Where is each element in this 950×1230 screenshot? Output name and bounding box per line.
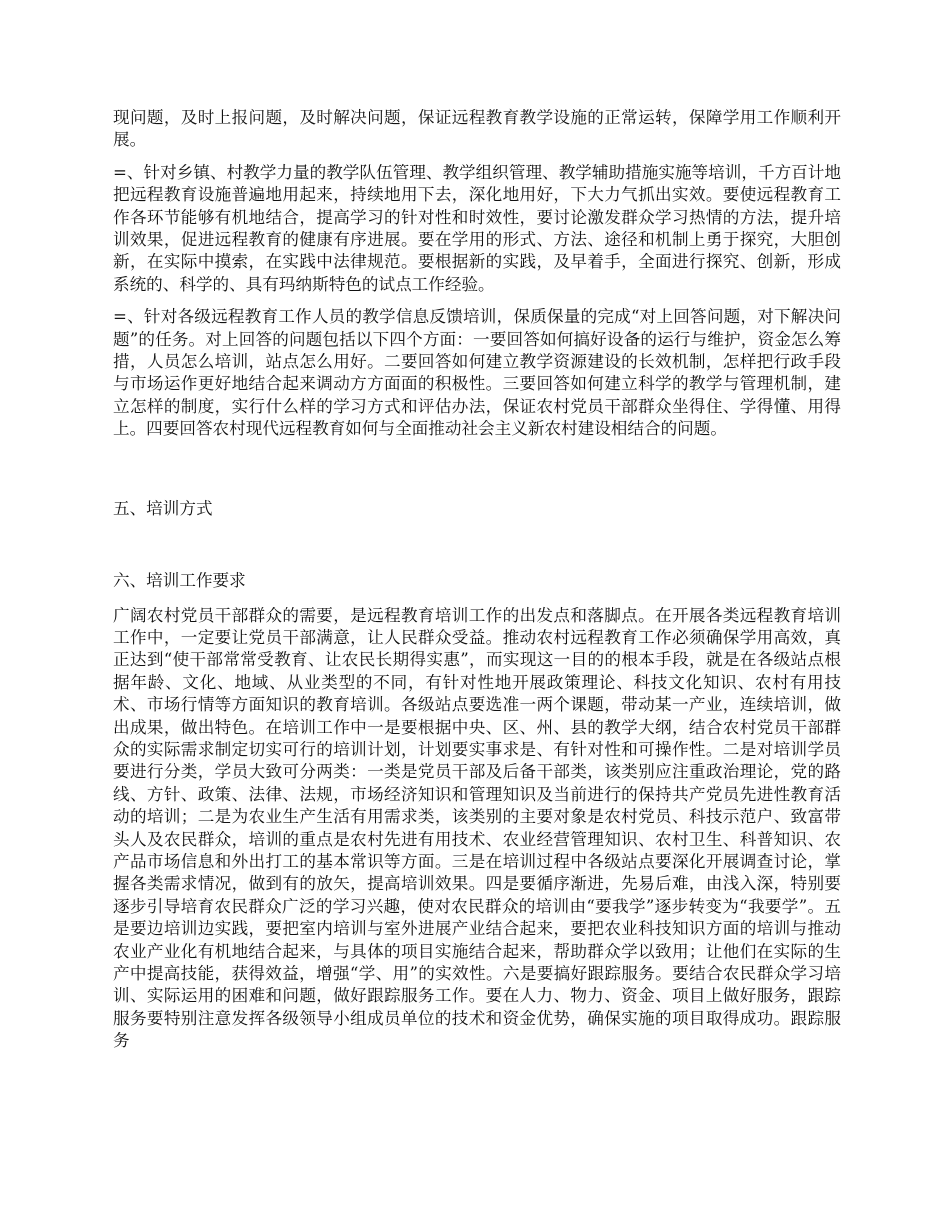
document-body — [113, 107, 841, 1063]
section-heading-training-methods: 五、培训方式 — [113, 498, 213, 518]
section-heading-training-requirements: 六、培训工作要求 — [113, 571, 246, 591]
paragraph-requirements-body: 广阔农村党员干部群众的需要，是远程教育培训工作的出发点和落脚点。在开展各类远程教育培训工作中，一定要让党员干部满意，让人民群众受益。推动农村远程教育工作必须确保学用高效，真正达到“使干部常常受教育、让农民长期得实惠”，而实现这一目的的根本手段，就是在各级站点根据年龄、文化、地域、从业类型的不同，有针对性地开展政策理论、科技文化知识、农村有用技术、市场行情等方面知识的教育培训。各级站点要选准一两个课题，带动某一产业，连续培训，做出成果，做出特色。在培训工作中一是要根据中央、区、州、县的教学大纲，结合农村党员干部群众的实际需求制定切实可行的培训计划，计划要实事求是、有针对性和可操作性。二是对培训学员要进行分类，学员大致可分两类：一类是党员干部及后备干部类，该类别应注重政治理论，党的路线、方针、政策、法律、法规，市场经济知识和管理知识及当前进行的保持共产党员先进性教育活动的培训；二是为农业生产生活有用需求类，该类别的主要对象是农村党员、科技示范户、致富带头人及农民群众，培训的重点是农村先进有用技术、农业经营管理知识、农村卫生、科普知识、农产品市场信息和外出打工的基本常识等方面。三是在培训过程中各级站点要深化开展调查讨论，掌握各类需求情况，做到有的放矢，提高培训效果。四是要循序渐进，先易后难，由浅入深，特别要逐步引导培育农民群众广泛的学习兴趣，使对农民群众的培训由“要我学”逐步转变为“我要学”。五是要边培训边实践，要把室内培训与室外进展产业结合起来，要把农业科技知识方面的培训与推动农业产业化有机地结合起来，与具体的项目实施结合起来，帮助群众学以致用；让他们在实际的生产中提高技能，获得效益，增强“学、用”的实效性。六是要搞好跟踪服务。要结合农民群众学习培训、实际运用的困难和问题，做好跟踪服务工作。要在人力、物力、资金、项目上做好服务，跟踪服务要特别注意发挥各级领导小组成员单位的技术和资金优势，确保实施的项目取得成功。跟踪服务 — [113, 605, 841, 1051]
paragraph-item-3: =、针对各级远程教育工作人员的教学信息反馈培训，保质保量的完成“对上回答问题，对下解决问题”的任务。对上回答的问题包括以下四个方面：一要回答如何搞好设备的运行与维护，资金怎么筹措，人员怎么培训，站点怎么用好。二要回答如何建立教学资源建设的长效机制，怎样把行政手段与市场运作更好地结合起来调动方方面面的积极性。三要回答如何建立科学的教学与管理机制，建立怎样的制度，实行什么样的学习方式和评估办法，保证农村党员干部群众坐得住、学得懂、用得上。四要回答农村现代远程教育如何与全面推动社会主义新农村建设相结合的问题。 — [113, 307, 841, 439]
paragraph-item-2: =、针对乡镇、村教学力量的教学队伍管理、教学组织管理、教学辅助措施实施等培训，千方百计地把远程教育设施普遍地用起来，持续地用下去，深化地用好，下大力气抓出实效。要使远程教育工作各环节能够有机地结合，提高学习的针对性和时效性，要讨论激发群众学习热情的方法，提升培训效果，促进远程教育的健康有序进展。要在学用的形式、方法、途径和机制上勇于探究，大胆创新，在实际中摸索，在实践中法律规范。要根据新的实践，及早着手，全面进行探究、创新，形成系统的、科学的、具有玛纳斯特色的试点工作经验。 — [113, 162, 841, 294]
paragraph-continuation: 现问题，及时上报问题，及时解决问题，保证远程教育教学设施的正常运转，保障学用工作顺利开展。 — [113, 108, 841, 150]
